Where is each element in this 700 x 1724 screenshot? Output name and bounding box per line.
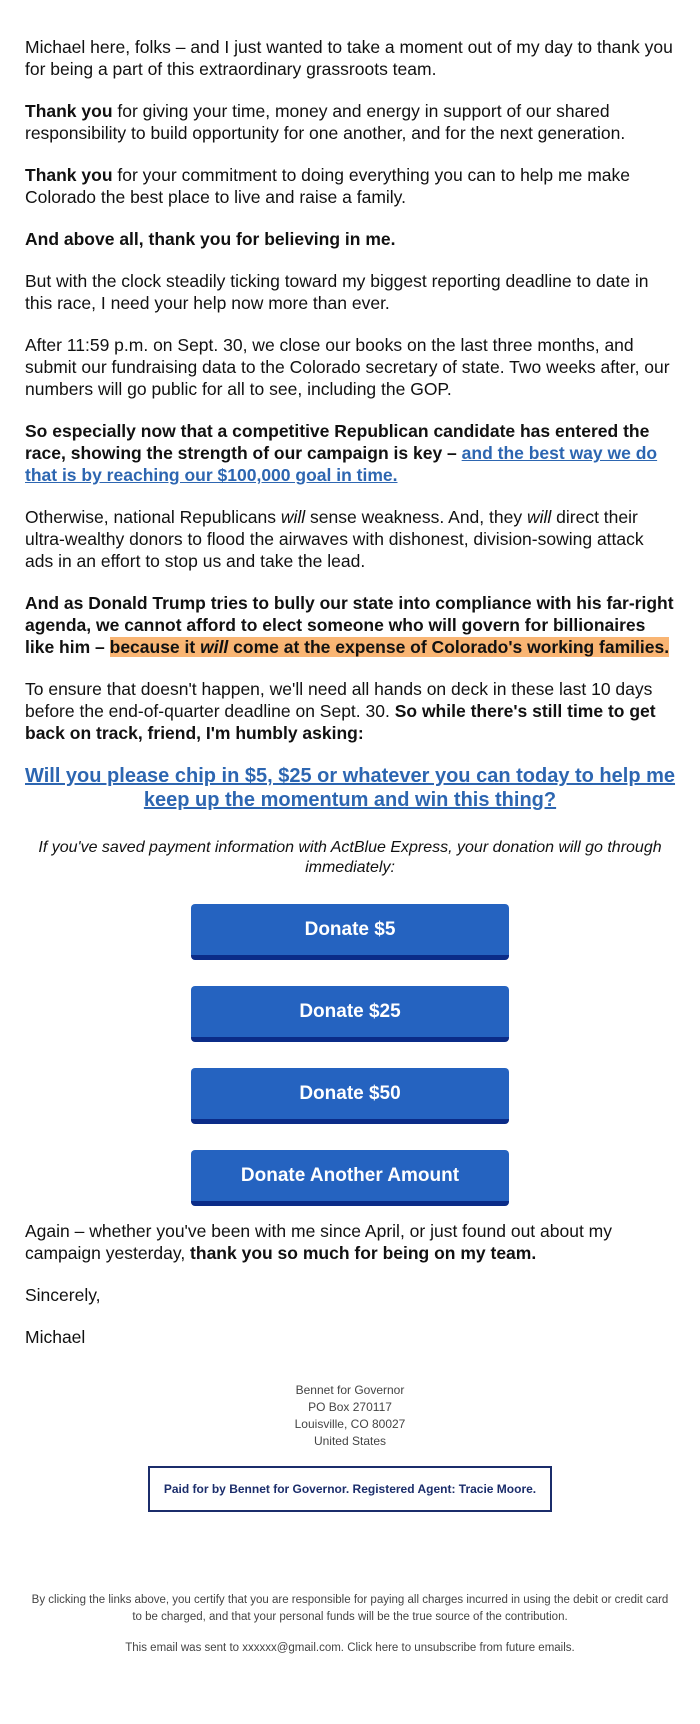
weakness-paragraph: Otherwise, national Republicans will sense weakness. And, they will direct their ultra-wealthy donors to flood the airwaves with dishonest, division-sowing attack ads in an effort to stop us and take the lead. [25, 507, 644, 571]
unsubscribe-notice[interactable]: This email was sent to xxxxxx@gmail.com. Click here to unsubscribe from future emails. [125, 1642, 575, 1654]
hands-on-deck-paragraph: To ensure that doesn't happen, we'll need all hands on deck in these last 10 days before the end-of-quarter deadline on Sept. 30. So while there's still time to get back on track, friend, I'm humbly asking: [25, 679, 656, 743]
reporting-paragraph: After 11:59 p.m. on Sept. 30, we close our books on the last three months, and submit our fundraising data to the Colorado secretary of state. Two weeks after, our numbers will go public for all to see, including the GOP. [25, 335, 670, 399]
intro-paragraph: Michael here, folks – and I just wanted to take a moment out of my day to thank you for being a part of this extraordinary grassroots team. [25, 37, 673, 79]
thanks-paragraph-1: Thank you for giving your time, money and energy in support of our shared responsibility to build opportunity for one another, and for the next generation. [25, 101, 626, 143]
legal-disclaimer: By clicking the links above, you certify that you are responsible for paying all charges incurred in using the debit or credit card to be charged, and that your personal funds will be the true source of the contribution. [31, 1594, 669, 1623]
believing-paragraph: And above all, thank you for believing in me. [25, 229, 396, 249]
highlighted-text: because it will come at the expense of Colorado's working families. [109, 637, 670, 657]
trump-paragraph: And as Donald Trump tries to bully our state into compliance with his far-right agenda, we cannot afford to elect someone who will govern for billionaires like him – because it will come at the expense of Colorado's working families. [25, 593, 674, 657]
chip-in-link[interactable]: Will you please chip in $5, $25 or whatever you can today to help me keep up the momentum and win this thing? [25, 765, 676, 811]
donate-another-amount-button[interactable]: Donate Another Amount [191, 1150, 509, 1206]
signature: Michael [25, 1327, 86, 1347]
mailing-address: Bennet for Governor PO Box 270117 Louisville, CO 80027 United States [294, 1383, 406, 1448]
thanks-bold: Thank you [25, 101, 113, 121]
goal-link[interactable]: and the best way we do that is by reaching our $100,000 goal in time. [25, 443, 658, 485]
republican-paragraph: So especially now that a competitive Republican candidate has entered the race, showing the strength of our campaign is key – and the best way we do that is by reaching our $100,000 goal in time. [25, 421, 658, 485]
ask-heading [25, 764, 675, 812]
thanks-bold: Thank you [25, 165, 113, 185]
donate-5-button[interactable]: Donate $5 [191, 904, 509, 960]
donate-25-button[interactable]: Donate $25 [191, 986, 509, 1042]
donate-buttons [25, 904, 675, 1220]
paid-for-disclaimer: Paid for by Bennet for Governor. Registered Agent: Tracie Moore. [148, 1466, 552, 1512]
donate-50-button[interactable]: Donate $50 [191, 1068, 509, 1124]
thanks-paragraph-2: Thank you for your commitment to doing everything you can to help me make Colorado the best place to live and raise a family. [25, 165, 630, 207]
actblue-express-note: If you've saved payment information with ActBlue Express, your donation will go through immediately: [38, 839, 662, 876]
deadline-paragraph: But with the clock steadily ticking toward my biggest reporting deadline to date in this race, I need your help now more than ever. [25, 271, 649, 313]
closing-paragraph: Again – whether you've been with me since April, or just found out about my campaign yesterday, thank you so much for being on my team. [25, 1221, 613, 1263]
closing-section [25, 1220, 675, 1348]
sign-off: Sincerely, [25, 1285, 101, 1305]
